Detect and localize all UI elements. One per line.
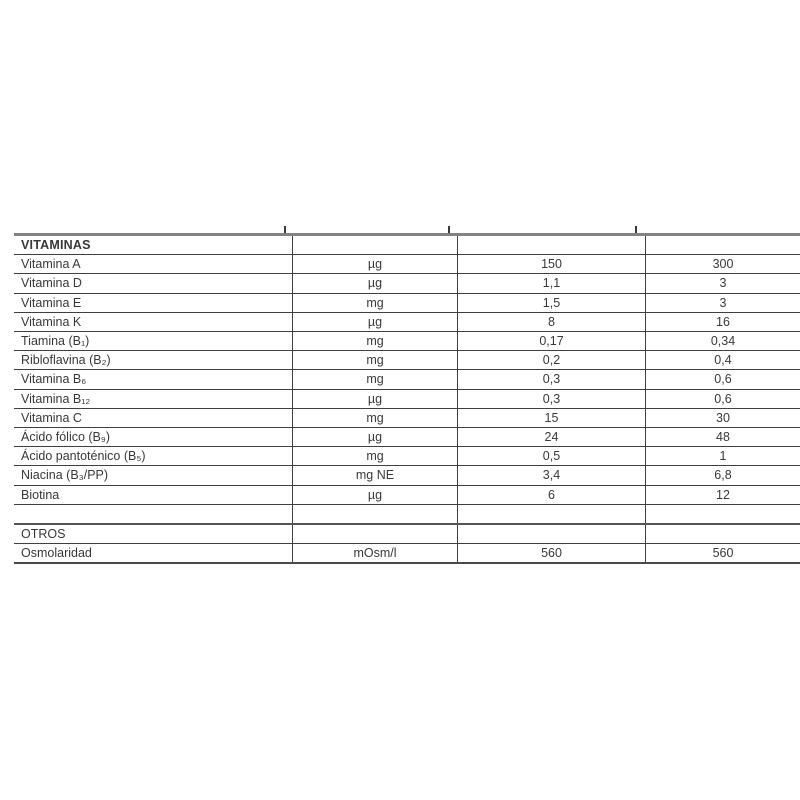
nutrient-value-1: 1,5 [458,293,646,312]
nutrient-value-1: 0,2 [458,351,646,370]
nutrient-value-1: 150 [458,255,646,274]
nutrient-unit: mg [293,370,458,389]
nutrient-value-1: 0,3 [458,389,646,408]
nutrient-unit: µg [293,485,458,504]
table-row-vitamina-b6 [14,370,800,389]
nutrient-value-2: 0,6 [646,370,800,389]
nutrient-name: Niacina (B₃/PP) [14,466,293,485]
empty-cell [293,235,458,255]
nutrient-value-1: 560 [458,544,646,564]
nutrient-unit: mg [293,408,458,427]
nutrient-unit: mg [293,351,458,370]
section-title-otros: OTROS [14,524,293,544]
table-row-niacina-b3 [14,466,800,485]
nutrient-name: Biotina [14,485,293,504]
nutrient-value-2: 560 [646,544,800,564]
nutrient-name: Ácido pantoténico (B₅) [14,447,293,466]
empty-cell [14,504,293,524]
nutrient-value-2: 16 [646,312,800,331]
table-row-vitamina-e [14,293,800,312]
nutrient-value-1: 6 [458,485,646,504]
nutrient-unit: µg [293,312,458,331]
nutrient-value-1: 0,17 [458,332,646,351]
nutrient-unit: µg [293,389,458,408]
empty-cell [646,524,800,544]
section-title-vitaminas: VITAMINAS [14,235,293,255]
nutrient-name: Vitamina A [14,255,293,274]
nutrient-unit: mg [293,447,458,466]
nutrient-value-1: 3,4 [458,466,646,485]
nutrition-table [14,233,800,564]
nutrient-name: Tiamina (B₁) [14,332,293,351]
nutrient-value-2: 30 [646,408,800,427]
nutrient-name: Osmolaridad [14,544,293,564]
nutrient-value-1: 8 [458,312,646,331]
nutrient-unit: mg [293,332,458,351]
section-header-row-otros [14,524,800,544]
table-row-vitamina-a [14,255,800,274]
nutrient-unit: µg [293,274,458,293]
nutrient-name: Ribloflavina (B₂) [14,351,293,370]
table-row-ribloflavina-b2 [14,351,800,370]
nutrient-name: Vitamina D [14,274,293,293]
table-row-vitamina-b12 [14,389,800,408]
nutrient-unit: mOsm/l [293,544,458,564]
empty-cell [646,235,800,255]
nutrient-value-2: 0,4 [646,351,800,370]
nutrient-unit: µg [293,255,458,274]
table-row-tiamina-b1 [14,332,800,351]
nutrient-unit: mg [293,293,458,312]
nutrient-name: Vitamina E [14,293,293,312]
nutrient-value-2: 3 [646,274,800,293]
nutrient-value-2: 3 [646,293,800,312]
empty-cell [646,504,800,524]
spacer-row [14,504,800,524]
nutrient-value-2: 300 [646,255,800,274]
nutrient-value-2: 0,34 [646,332,800,351]
nutrient-value-1: 1,1 [458,274,646,293]
empty-cell [458,524,646,544]
table-row-acido-pantotenico-b5 [14,447,800,466]
nutrient-value-2: 0,6 [646,389,800,408]
empty-cell [458,235,646,255]
nutrient-name: Vitamina C [14,408,293,427]
nutrient-name: Ácido fólico (B₉) [14,428,293,447]
nutrient-value-1: 24 [458,428,646,447]
nutrient-unit: µg [293,428,458,447]
nutrient-unit: mg NE [293,466,458,485]
table-row-biotina [14,485,800,504]
empty-cell [458,504,646,524]
nutrient-name: Vitamina B₆ [14,370,293,389]
section-header-row-vitaminas [14,235,800,255]
nutrient-value-2: 48 [646,428,800,447]
table-row-vitamina-d [14,274,800,293]
empty-cell [293,524,458,544]
nutrient-value-2: 6,8 [646,466,800,485]
table-row-osmolaridad [14,544,800,564]
table-row-acido-folico-b9 [14,428,800,447]
table-row-vitamina-k [14,312,800,331]
table-row-vitamina-c [14,408,800,427]
empty-cell [293,504,458,524]
nutrient-value-1: 0,3 [458,370,646,389]
nutrient-value-1: 0,5 [458,447,646,466]
nutrient-value-2: 12 [646,485,800,504]
nutrient-name: Vitamina K [14,312,293,331]
nutrient-value-2: 1 [646,447,800,466]
nutrient-value-1: 15 [458,408,646,427]
nutrient-name: Vitamina B₁₂ [14,389,293,408]
